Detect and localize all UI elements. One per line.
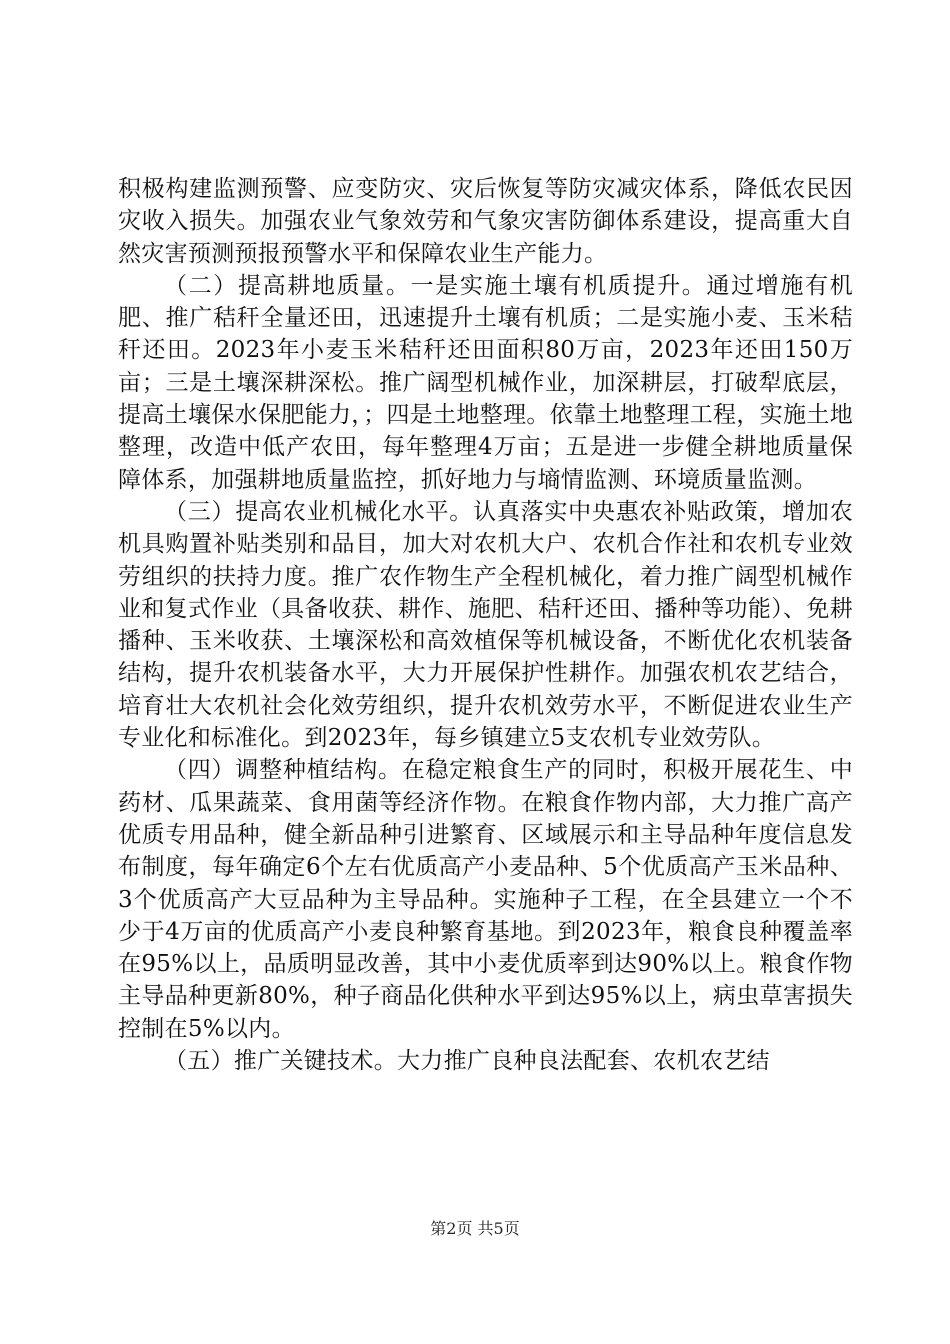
paragraph-key-technology: （五）推广关键技术。大力推广良种良法配套、农机农艺结 xyxy=(164,1048,770,1075)
paragraph-disaster-prevention: 积极构建监测预警、应变防灾、灾后恢复等防灾减灾体系，降低农民因灾收入损失。加强农业气象效劳和气象灾害防御体系建设，提高重大自然灾害预测预报预警水平和保障农业生产能力。 xyxy=(118,176,853,267)
page-number: 第2页 共5页 xyxy=(430,1219,520,1238)
paragraph-planting-structure: （四）调整种植结构。在稳定粮食生产的同时，积极开展花生、中药材、瓜果蔬菜、食用菌等经济作物。在粮食作物内部，大力推广高产优质专用品种，健全新品种引进繁育、区域展示和主导品种年度信息发布制度，每年确定6个左右优质高产小麦品种、5个优质高产玉米品种、3个优质高产大豆品种为主导品种。实施种子工程，在全县建立一个不少于4万亩的优质高产小麦良种繁育基地。到2023年，粮食良种覆盖率在95%以上，品质明显改善，其中小麦优质率到达90%以上。粮食作物主导品种更新80%，种子商品化供种水平到达95%以上，病虫草害损失控制在5%以内。 xyxy=(118,757,853,1042)
paragraph-mechanization: （三）提高农业机械化水平。认真落实中央惠农补贴政策，增加农机具购置补贴类别和品目，加大对农机大户、农机合作社和农机专业效劳组织的扶持力度。推广农作物生产全程机械化，着力推广阔型机械作业和复式作业（具备收获、耕作、施肥、秸秆还田、播种等功能）、免耕播种、玉米收获、土壤深松和高效植保等机械设备，不断优化农机装备结构，提升农机装备水平，大力开展保护性耕作。加强农机农艺结合，培育壮大农机社会化效劳组织，提升农机效劳水平，不断促进农业生产专业化和标准化。到2023年，每乡镇建立5支农机专业效劳队。 xyxy=(118,498,853,752)
document-body xyxy=(118,173,853,1077)
paragraph-farmland-quality: （二）提高耕地质量。一是实施土壤有机质提升。通过增施有机肥、推广秸秆全量还田，迅速提升土壤有机质；二是实施小麦、玉米秸秆还田。2023年小麦玉米秸秆还田面积80万亩，2023年还田150万亩；三是土壤深耕深松。推广阔型机械作业，加深耕层，打破犁底层，提高土壤保水保肥能力，；四是土地整理。依靠土地整理工程，实施土地整理，改造中低产农田，每年整理4万亩；五是进一步健全耕地质量保障体系，加强耕地质量监控，抓好地力与墒情监测、环境质量监测。 xyxy=(118,272,853,493)
